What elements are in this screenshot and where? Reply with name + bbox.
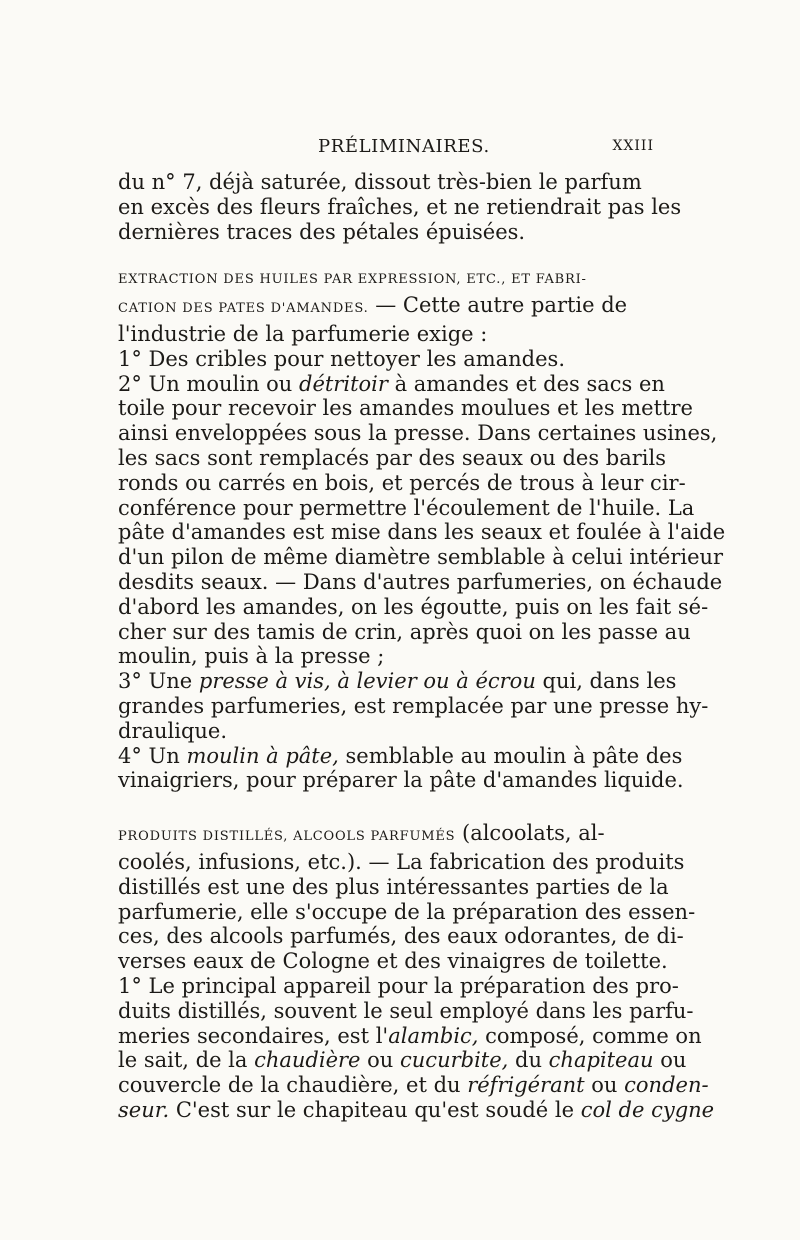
italic-term: col de cygne [580, 1097, 715, 1122]
text-run: du [508, 1048, 549, 1073]
text-line: draulique. [118, 718, 228, 743]
text-run: — Cette autre partie de [368, 293, 628, 318]
section-heading-caps: PRODUITS DISTILLÉS, ALCOOLS PARFUMÉS [118, 829, 456, 845]
text-line: coolés, infusions, etc.). — La fabrication des produits [118, 849, 685, 874]
italic-term: conden- [624, 1073, 709, 1098]
text-run: (alcoolats, al- [455, 821, 605, 846]
text-line: distillés est une des plus intéressantes parties de la [118, 874, 669, 899]
page-header [118, 136, 654, 162]
spacer [118, 244, 654, 268]
section-heading: EXTRACTION DES HUILES PAR EXPRESSION, ETC., ET FABRI- [118, 272, 587, 288]
text-line: 1° Le principal appareil pour la préparation des pro- [118, 973, 679, 998]
italic-term: détritoir [299, 371, 388, 396]
italic-term: seur. [118, 1097, 170, 1122]
section-heading-caps: CATION DES PATES D'AMANDES. [118, 301, 369, 317]
text-run: le sait, de la [118, 1048, 255, 1073]
text-line: toile pour recevoir les amandes moulues et les mettre [118, 396, 693, 421]
text-line: grandes parfumeries, est remplacée par une presse hy- [118, 693, 709, 718]
text-run: semblable au moulin à pâte des [338, 743, 683, 768]
text-line: les sacs sont remplacés par des seaux ou des barils [118, 445, 667, 470]
text-run: 4° Un [118, 743, 187, 768]
text-line: du n° 7, déjà saturée, dissout très-bien le parfum [118, 170, 642, 194]
text-run: ou [653, 1048, 687, 1073]
text-line: ces, des alcools parfumés, des eaux odorantes, de di- [118, 924, 684, 949]
text-line [118, 293, 654, 322]
text-line: l'industrie de la parfumerie exige : [118, 321, 488, 346]
text-line: moulin, puis à la presse ; [118, 644, 385, 669]
spacer [118, 793, 654, 821]
text-run: à amandes et des sacs en [387, 371, 665, 396]
text-line: verses eaux de Cologne et des vinaigres de toilette. [118, 949, 668, 974]
text-line: d'abord les amandes, on les égoutte, puis on les fait sé- [118, 594, 709, 619]
text-run: qui, dans les [535, 669, 677, 694]
text-line: vinaigriers, pour préparer la pâte d'amandes liquide. [118, 768, 684, 793]
page-number: XXIII [612, 138, 654, 154]
text-line: conférence pour permettre l'écoulement de l'huile. La [118, 495, 695, 520]
section-distilles [118, 821, 715, 1123]
text-line: dernières traces des pétales épuisées. [118, 219, 526, 244]
list-item-3 [118, 669, 677, 694]
text-run: ou [360, 1048, 401, 1073]
text-run: 3° Une [118, 669, 199, 694]
running-title: PRÉLIMINAIRES. [318, 136, 490, 157]
list-item-1: 1° Des cribles pour nettoyer les amandes. [118, 346, 566, 371]
list-item-4 [118, 743, 683, 769]
italic-term: chaudière [254, 1048, 361, 1073]
italic-term: cucurbite, [400, 1048, 509, 1073]
text-run: C'est sur le chapiteau qu'est soudé le [169, 1097, 581, 1122]
list-item-2 [118, 371, 665, 397]
text-line: d'un pilon de même diamètre semblable à celui intérieur [118, 545, 724, 570]
text-line: ainsi enveloppées sous la presse. Dans certaines usines, [118, 421, 718, 446]
text-line: parfumerie, elle s'occupe de la préparation des essen- [118, 899, 696, 924]
text-run: ou [584, 1073, 625, 1098]
paragraph-continuation [118, 170, 682, 244]
text-line: duits distillés, souvent le seul employé dans les parfu- [118, 998, 694, 1023]
text-line: cher sur des tamis de crin, après quoi on les passe au [118, 619, 691, 644]
text-line: desdits seaux. — Dans d'autres parfumeries, on échaude [118, 569, 723, 594]
text-line [118, 821, 654, 850]
text-line [118, 1073, 709, 1098]
italic-term: alambic, [388, 1023, 479, 1048]
text-line [118, 1023, 702, 1049]
text-line: pâte d'amandes est mise dans les seaux et foulée à l'aide [118, 520, 726, 545]
text-line [118, 1048, 687, 1073]
text-run: 2° Un moulin ou [118, 371, 299, 396]
italic-term: réfrigérant [467, 1073, 585, 1098]
text-run: couvercle de la chaudière, et du [118, 1073, 468, 1098]
body-text [118, 170, 726, 1123]
text-line: en excès des fleurs fraîches, et ne retiendrait pas les [118, 194, 682, 219]
text-line [118, 1097, 715, 1123]
italic-term: chapiteau [548, 1048, 654, 1073]
section-extraction [118, 268, 726, 793]
text-line: ronds ou carrés en bois, et percés de trous à leur cir- [118, 470, 686, 495]
italic-term: presse à vis, à levier ou à écrou [198, 669, 536, 694]
text-run: composé, comme on [478, 1023, 702, 1048]
text-run: meries secondaires, est l' [118, 1023, 389, 1048]
italic-term: moulin à pâte, [186, 743, 339, 768]
